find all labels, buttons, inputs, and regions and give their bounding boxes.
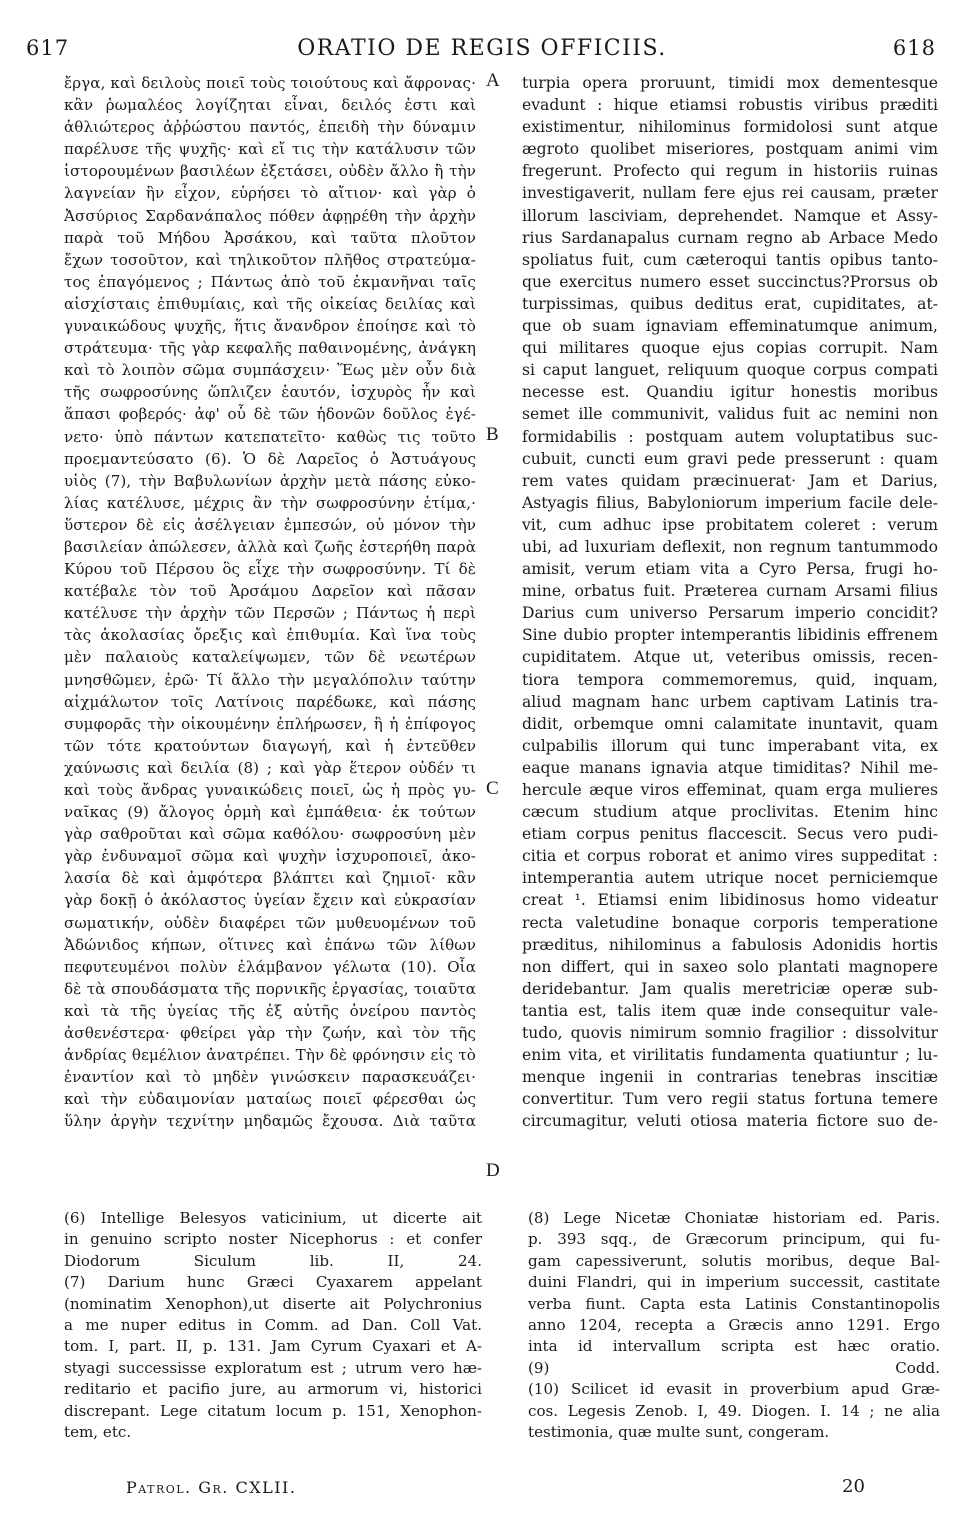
footnote-line: p. 393 sqq., de Græcorum principum, qui fu- — [528, 1230, 940, 1249]
greek-text-line: καὶ τὴν εὐδαιμονίαν ματαίως ποιεῖ φέρεσθαι ὡς — [64, 1090, 476, 1109]
footnote-line: a me nuper editus in Comm. ad Dan. Coll Vat. — [64, 1316, 482, 1335]
latin-text-line: Astyagis filius, Babyloniorum imperium facile dele- — [522, 493, 938, 512]
section-marker-d: D — [486, 1160, 500, 1181]
greek-text-line: ἱστορουμένων βασιλέων ἐξετάσει, οὐδὲν ἄλλο ἢ τὴν — [64, 162, 476, 181]
latin-text-line: Sine dubio propter intemperantis libidinis effrenem — [522, 626, 938, 645]
greek-text-line: προεμαντεύσατο (6). Ὁ δὲ Λαρεῖος ὁ Ἀστυάγους — [64, 449, 476, 468]
greek-text-line: νετο· ὑπὸ πάντων κατεπατεῖτο· καθὼς τις τοῦτο — [64, 427, 476, 446]
latin-text-line: existimentur, nihilominus formidolosi sunt atque — [522, 118, 938, 137]
latin-text-line: ægroto quolibet miseriores, postquam animi vim — [522, 140, 938, 159]
latin-text-line: semet ille communivit, validus fuit ac nemini non — [522, 405, 938, 424]
footnote-line: cos. Legesis Zenob. I, 49. Diogen. I. 14 ; ne alia — [528, 1401, 940, 1420]
footnote-line: duini Flandri, qui in imperium successit, castitate — [528, 1273, 940, 1292]
greek-text-line: ἀσθενέστερα· φθείρει γὰρ τὴν ζωήν, καὶ τὸν τῆς — [64, 1024, 476, 1043]
greek-text-line: τος ἐπαγόμενος ; Πάντως ἀπὸ τοῦ ἐκμανῆναι ταῖς — [64, 272, 476, 291]
latin-text-line: culpabilis illorum qui tunc imperabant vita, ex — [522, 736, 938, 755]
greek-text-line: γὰρ σαθροῦται καὶ σῶμα καθόλου· σωφροσύνη μὲν — [64, 825, 476, 844]
greek-text-line: γὰρ δοκῇ ὁ ἀκόλαστος ὑγείαν ἔχειν καὶ εὐκρασίαν — [64, 891, 476, 910]
latin-text-line: intemperantia autem utrique nocet perniciemque — [522, 869, 938, 888]
latin-text-line: cæcum studium atque proclivitas. Etenim hinc — [522, 803, 938, 822]
greek-text-line: λαγνείαν ἣν εἶχον, εὑρήσει τὸ αἴτιον· καὶ γὰρ ὁ — [64, 184, 476, 203]
footnote-line: in genuino scripto noster Nicephorus : et confer — [64, 1230, 482, 1249]
greek-text-line: τὰς ἀκολασίας ὄρεξις καὶ ἐπιθυμία. Καὶ ἵνα τοὺς — [64, 626, 476, 645]
footnote-line: discrepant. Lege citatum locum p. 151, Xenophon- — [64, 1401, 482, 1420]
latin-text-line: præditus, nihilominus a fabulosis Adonidis hortis — [522, 935, 938, 954]
greek-text-line: ἔργα, καὶ δειλοὺς ποιεῖ τοὺς τοιούτους καὶ ἄφρονας· — [64, 74, 476, 92]
left-page-number: 617 — [26, 36, 70, 60]
footnotes-right — [528, 1208, 940, 1443]
greek-text-line: ἅπασι φοβερός· ἀφ' οὗ δὲ τῶν ἡδονῶν δοῦλος ἐγέ- — [64, 405, 476, 424]
latin-text-line: rem vates quidam præcinuerat· Jam et Darius, — [522, 471, 938, 490]
greek-text-line: δὲ τὰ σπουδάσματα τῆς πορνικῆς ἐργασίας, τοιαῦτα — [64, 979, 476, 998]
footnote-line: tom. I, part. II, p. 131. Jam Cyrum Cyaxari et A- — [64, 1337, 482, 1356]
greek-text-column — [64, 72, 476, 1133]
latin-text-line: citia et corpus roborat et animo vires suppeditat : — [522, 847, 938, 866]
greek-text-line: ἔχων τοσοῦτον, καὶ τηλικοῦτον πλῆθος στρατεύμα- — [64, 250, 476, 269]
greek-text-line: ὕστερον δὲ εἰς ἀσέλγειαν ἐμπεσών, οὐ μόνον τὴν — [64, 515, 476, 534]
latin-text-line: si caput languet, reliquum quoque corpus compati — [522, 361, 938, 380]
latin-text-line: fregerunt. Profecto qui regum in historiis ruinas — [522, 162, 938, 181]
latin-text-line: vit, cum adhuc ipse probitatem coleret : verum — [522, 515, 938, 534]
footnote-line: inta id intervallum scripta est hæc oratio. — [528, 1337, 940, 1356]
greek-text-line: ἀνδρίας θεμέλιον ἀνατρέπει. Τὴν δὲ φρόνησιν εἰς τὸ — [64, 1046, 476, 1065]
latin-text-line: formidabilis : postquam autem voluptatibus suc- — [522, 427, 938, 446]
page-header — [0, 0, 964, 74]
footnote-line: (nominatim Xenophon),ut diserte ait Polychronius — [64, 1294, 482, 1313]
greek-text-line: παρὰ τοῦ Μήδου Ἀρσάκου, καὶ ταῦτα πλοῦτον — [64, 228, 476, 247]
footnote-line: (10) Scilicet id evasit in proverbium apud Græ- — [528, 1380, 940, 1399]
latin-text-line: tudo, quovis nimirum somnio fragilior : dissolvitur — [522, 1024, 938, 1043]
greek-text-line: γὰρ ἐνδυναμοῖ σῶμα καὶ ψυχὴν ἰσχυροποιεῖ, ἀκο- — [64, 847, 476, 866]
latin-text-line: menque ingenii in contrarias tenebras inscitiæ — [522, 1068, 938, 1087]
greek-text-line: κατέλυσε τὴν ἀρχὴν τῶν Περσῶν ; Πάντως ἡ περὶ — [64, 604, 476, 623]
footnote-line: gam capessiverunt, solutis moribus, deque Bal- — [528, 1251, 940, 1270]
section-marker-c: C — [486, 778, 499, 799]
latin-text-line: didit, orbemque omni calamitate inuntavit, quam — [522, 714, 938, 733]
series-signature: Patrol. Gr. CXLII. — [126, 1478, 297, 1497]
greek-text-line: χαύνωσις καὶ δειλία (8) ; καὶ γὰρ ἕτερον οὐδέν τι — [64, 758, 476, 777]
latin-text-line: rius Sardanapalus curnam regno ab Arbace Medo — [522, 228, 938, 247]
latin-text-line: evadunt : hique etiamsi robustis viribus præditi — [522, 96, 938, 115]
latin-text-line: tantia est, talis item quæ inde consequitur vale- — [522, 1001, 938, 1020]
greek-text-line: καὶ τοὺς ἄνδρας γυναικώδεις ποιεῖ, ὡς ἡ πρὸς γυ- — [64, 781, 476, 799]
latin-text-line: recta valetudine bonaque corporis temperatione — [522, 913, 938, 932]
greek-text-line: κἂν ῥωμαλέος λογίζηται εἶναι, δειλός ἐστι καὶ — [64, 96, 476, 115]
latin-text-line: aliud magnam hanc urbem captivam Latinis tra- — [522, 692, 938, 711]
footnote-line: anno 1204, recepta a Græcis anno 1291. Ergo — [528, 1316, 940, 1335]
greek-text-line: καὶ τὸ λοιπὸν σῶμα συμπάσχειν· Ἕως μὲν οὖν διὰ — [64, 361, 476, 380]
latin-text-line: circumagitur, veluti otiosa materia fictore suo de- — [522, 1112, 938, 1131]
latin-text-line: eaque manans ignavia atque timiditas? Nihil me- — [522, 758, 938, 777]
latin-text-line: cupiditatem. Atque ut, veteribus omissis, recen- — [522, 648, 938, 667]
section-marker-b: B — [486, 424, 499, 445]
greek-text-line: γυναικώδους ψυχῆς, ἥτις ἄνανδρον ἐποίησε καὶ τὸ — [64, 317, 476, 336]
greek-text-line: ναῖκας (9) ἄλογος ὁρμὴ καὶ ἐμπάθεια· ἐκ τούτων — [64, 803, 476, 822]
latin-text-line: mine, orbatus fuit. Præterea curnam Arsami filius — [522, 582, 938, 601]
greek-text-line: τῶν τότε κρατούντων διαγωγή, καὶ ἡ ἐντεῦθεν — [64, 736, 476, 755]
greek-text-line: σωματικήν, οὐδὲν διαφέρει τῶν μυθευομένων τοῦ — [64, 913, 476, 932]
latin-text-line: tiora tempora commemoremus, quid, inquam, — [522, 670, 938, 689]
greek-text-line: ἀθλιώτερος ἀῤῥώστου παντός, ἐπειδὴ τὴν δύναμιν — [64, 118, 476, 137]
latin-text-line: qui militares quoque ejus copias corrupit. Nam — [522, 339, 938, 358]
greek-text-line: μνησθῶμεν, ἐρῶ· Τί ἄλλο τὴν μεγαλόπολιν ταύτην — [64, 670, 476, 689]
greek-text-line: πεφυτευμένοι πολὺν ἐλάμβανον γέλωτα (10). Οἷα — [64, 957, 476, 976]
footnote-line: verba fiunt. Capta esta Latinis Constantinopolis — [528, 1294, 940, 1313]
greek-text-line: συμφορᾶς τὴν οἰκουμένην ἐπλήρωσεν, ἢ ἡ ἐπίφογος — [64, 714, 476, 733]
greek-text-line: λίας κατέλυσε, μέχρις ἂν τὴν σωφροσύνην ἐτίμα,· — [64, 493, 476, 512]
latin-text-line: etiam corpus penitus flaccescit. Secus vero pudi- — [522, 825, 938, 844]
footnotes-left — [64, 1208, 482, 1443]
latin-text-line: non differt, qui in saxeo solo plantati magnopere — [522, 957, 938, 976]
greek-text-line: ὕλην ἀργὴν τεχνίτην μηδαμῶς ἔχουσα. Διὰ ταῦτα — [64, 1112, 476, 1131]
running-title: ORATIO DE REGIS OFFICIIS. — [297, 36, 667, 61]
greek-text-line: στράτευμα· τῆς γὰρ κεφαλῆς παθαινομένης, ἀνάγκη — [64, 339, 476, 358]
greek-text-line: μὲν παλαιοὺς καταλείψωμεν, τῶν δὲ νεωτέρων — [64, 648, 476, 667]
latin-text-line: deridebantur. Jam qualis meretriciæ operæ sub- — [522, 979, 938, 998]
latin-text-line: creat ¹. Etiamsi enim libidinosus homo videatur — [522, 891, 938, 910]
latin-text-line: turpia opera proruunt, timidi mox dementesque — [522, 74, 938, 92]
greek-text-line: καὶ τὰ τῆς ὑγείας τῆς ἐξ αὐτῆς ὀνείρου παντὸς — [64, 1001, 476, 1020]
greek-text-line: αἰσχίσταις ἐπιθυμίαις, καὶ τῆς οἰκείας δειλίας καὶ — [64, 294, 476, 313]
greek-text-line: υἱὸς (7), τὴν Βαβυλωνίων ἀρχὴν μετὰ πάσης εὐκο- — [64, 471, 476, 490]
latin-text-line: necesse est. Quandiu igitur honestis moribus — [522, 383, 938, 402]
greek-text-line: αἰχμάλωτον τοῖς Λατίνοις παρέδωκε, καὶ πάσης — [64, 692, 476, 711]
greek-text-line: Ἀσσύριος Σαρδανάπαλος πόθεν ἀφῃρέθη τὴν ἀρχὴν — [64, 206, 476, 225]
latin-text-line: investigaverit, nullam fere ejus rei causam, præter — [522, 184, 938, 203]
greek-text-line: τῆς σωφροσύνης ὥπλιζεν ἑαυτόν, ἰσχυρὸς ἦν καὶ — [64, 383, 476, 402]
footnote-line: (7) Darium hunc Græci Cyaxarem appelant — [64, 1273, 482, 1292]
footnote-line: testimonia, quæ multe sunt, congeram. — [528, 1423, 830, 1442]
latin-text-line: hercule æque viros effeminat, quam erga mulieres — [522, 781, 938, 799]
section-marker-a: A — [486, 70, 500, 91]
latin-text-line: ubi, ad luxuriam deflexit, non regnum tantummodo — [522, 537, 938, 556]
latin-text-line: que ob suam ignaviam effeminatumque animum, — [522, 317, 938, 336]
latin-text-line: que exercitus numero esset succinctus?Prorsus ob — [522, 272, 938, 291]
latin-text-column — [522, 72, 938, 1133]
footnote-line: (8) Lege Nicetæ Choniatæ historiam ed. Paris. — [528, 1209, 940, 1227]
greek-text-line: κατέβαλε τὸν τοῦ Ἀρσάμου Δαρεῖον καὶ πᾶσαν — [64, 582, 476, 601]
signature-number: 20 — [842, 1476, 865, 1497]
latin-text-line: illorum lasciviam, deprehendet. Namque et Assy- — [522, 206, 938, 225]
latin-text-line: turpissimas, quibus deditus erat, cupiditates, at- — [522, 294, 938, 313]
greek-text-line: βασιλείαν ἀπώλεσεν, ἀλλὰ καὶ ζωῆς ἐστερήθη παρὰ — [64, 537, 476, 556]
footnote-line: Diodorum Siculum lib. II, 24. — [64, 1251, 482, 1270]
latin-text-line: enim vita, et virilitatis fundamenta quatiuntur ; lu- — [522, 1046, 938, 1065]
footnote-line: reditario et pacifio jure, au armorum vi, historici — [64, 1380, 482, 1399]
footnote-line: (6) Intellige Belesyos vaticinium, ut dicerte ait — [64, 1209, 482, 1227]
footnote-line: styagi successisse exploratum est ; utrum vero hæ- — [64, 1358, 482, 1377]
right-page-number: 618 — [892, 36, 936, 60]
greek-text-line: παρέλυσε τῆς ψυχῆς· καὶ εἴ τις τὴν κατάλυσιν τῶν — [64, 140, 476, 159]
latin-text-line: cubuit, cuncti eum gravi pede presserunt : quam — [522, 449, 938, 468]
greek-text-line: Κύρου τοῦ Πέρσου ὃς εἶχε τὴν σωφροσύνην. Τί δὲ — [64, 560, 476, 579]
footnote-line: tem, etc. — [64, 1423, 132, 1442]
latin-text-line: spoliatus fuit, cum cæteroqui tantis opibus tanto- — [522, 250, 938, 269]
latin-text-line: amisit, verum etiam vita a Cyro Persa, frugi ho- — [522, 560, 938, 579]
footnote-line: (9) Codd. — [528, 1358, 940, 1377]
latin-text-line: convertitur. Tum vero regii status fortuna temere — [522, 1090, 938, 1109]
greek-text-line: ἐναντίον καὶ τὸ μηδὲν γινώσκειν παρασκευάζει· — [64, 1068, 476, 1087]
latin-text-line: Darius cum universo Persarum imperio concidit? — [522, 604, 938, 623]
greek-text-line: λασία δὲ καὶ ἀμφότερα βλάπτει καὶ ζημιοῖ· κἂν — [64, 869, 476, 888]
greek-text-line: Ἀδώνιδος κήπων, οἵτινες καὶ ἐπάνω τῶν λίθων — [64, 935, 476, 954]
